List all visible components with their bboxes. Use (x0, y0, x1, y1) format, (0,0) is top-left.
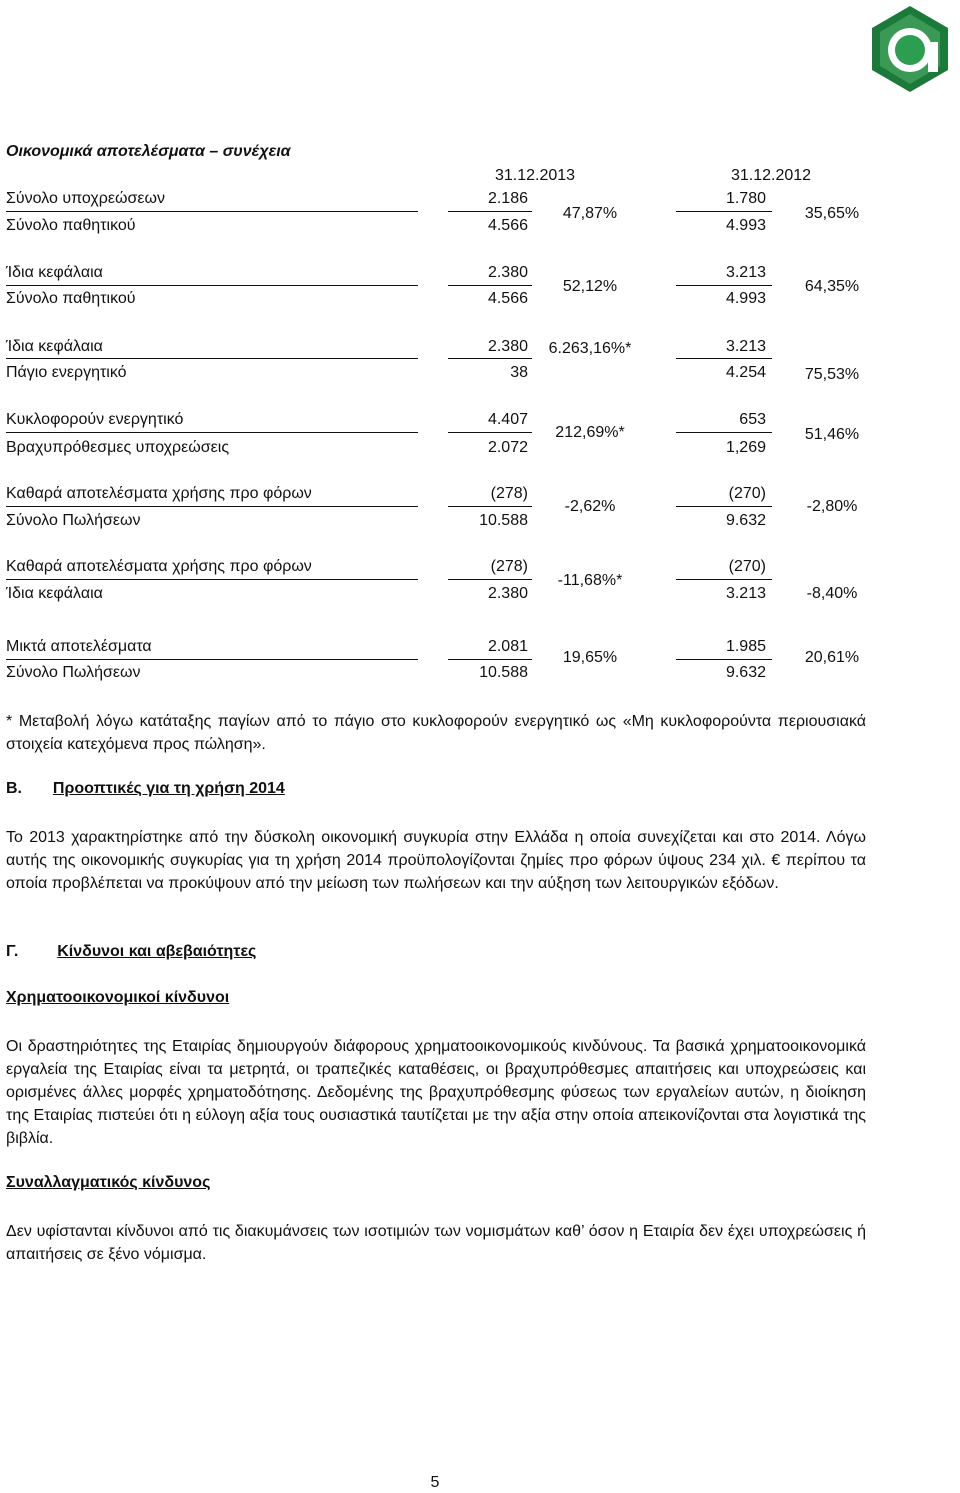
ratio-value-2012: 3.213 (725, 264, 766, 281)
divider (676, 432, 772, 433)
ratio-denominator-label: Σύνολο Πωλήσεων (6, 664, 141, 681)
fx-risk-heading (6, 1174, 210, 1192)
page-number: 5 (430, 1474, 440, 1491)
ratio-value-2013: 2.380 (487, 264, 528, 281)
column-header-2013: 31.12.2013 (494, 167, 576, 184)
ratio-value-2012: (270) (728, 485, 766, 502)
divider (448, 432, 532, 433)
divider (6, 285, 418, 286)
ratio-value-2013: 10.588 (479, 664, 528, 681)
ratio-numerator-label: Καθαρά αποτελέσματα χρήσης προ φόρων (6, 558, 312, 575)
divider (448, 358, 532, 359)
divider (676, 285, 772, 286)
ratio-percent-2012: 51,46% (804, 426, 860, 443)
ratio-value-2013: 4.566 (487, 290, 528, 307)
divider (6, 659, 418, 660)
ratio-percent-2013: -2,62% (564, 498, 616, 515)
ratio-value-2012: (270) (728, 558, 766, 575)
ratio-percent-2013: 47,87% (562, 205, 618, 222)
ratio-percent-2013: 19,65% (562, 649, 618, 666)
divider (676, 211, 772, 212)
ratio-denominator-label: Ίδια κεφάλαια (6, 585, 103, 602)
section-c-letter: Γ. (6, 943, 19, 960)
divider (448, 285, 532, 286)
fx-risk-title: Συναλλαγματικός κίνδυνος (6, 1174, 211, 1191)
company-logo (868, 4, 952, 94)
section-b-letter: Β. (6, 780, 22, 797)
financial-risk-heading (6, 989, 229, 1007)
ratio-value-2012: 3.213 (725, 338, 766, 355)
divider (448, 579, 532, 580)
ratio-value-2013: 2.081 (487, 638, 528, 655)
ratio-numerator-label: Μικτά αποτελέσματα (6, 638, 152, 655)
ratio-numerator-label: Καθαρά αποτελέσματα χρήσης προ φόρων (6, 485, 312, 502)
section-b-paragraph: Το 2013 χαρακτηρίστηκε από την δύσκολη οικονομική συγκυρία στην Ελλάδα η οποία συνεχίζεται και στο 2014. Λόγω αυτής της οικονομικής συγκυρίας για τη χρήση 2014 προϋπολογίζονται ζημίες προ φόρων ύψους 234 χιλ. € περίπου τα οποία προβλέπεται να προκύψουν από την μείωση των πωλήσεων και την αύξηση των λειτουργικών εξόδων. (6, 829, 866, 892)
fx-risk-paragraph: Δεν υφίστανται κίνδυνοι από τις διακυμάνσεις των ισοτιμιών των νομισμάτων καθ’ όσον η Εταιρία δεν έχει υποχρεώσεις ή απαιτήσεις σε ξένο νόμισμα. (6, 1223, 866, 1263)
ratio-numerator-label: Ίδια κεφάλαια (6, 338, 103, 355)
divider (6, 211, 418, 212)
ratio-value-2012: 9.632 (725, 512, 766, 529)
financial-risk-paragraph: Οι δραστηριότητες της Εταιρίας δημιουργούν διάφορους χρηματοοικονομικούς κινδύνους. Τα βασικά χρηματοοικονομικά εργαλεία της Εταιρίας είναι τα μετρητά, οι τραπεζικές καταθέσεις, οι βραχυπρόθεσμες απαιτήσεις και υποχρεώσεις και ορισμένες άλλες μορφές χρηματοδότησης. Δεδομένης της βραχυπρόθεσμης φύσεως των εργαλείων αυτών, η διοίκηση της Εταιρίας πιστεύει ότι η εύλογη αξία τους ουσιαστικά ταυτίζεται με την αξία στην οποία απεικονίζονται στα λογιστικά της βιβλία. (6, 1038, 866, 1147)
ratio-value-2013: (278) (490, 485, 528, 502)
column-header-2012: 31.12.2012 (730, 167, 812, 184)
ratio-percent-2013: 52,12% (562, 278, 618, 295)
ratio-value-2013: 4.566 (487, 217, 528, 234)
ratio-value-2013: 10.588 (479, 512, 528, 529)
footnote: * Μεταβολή λόγω κατάταξης παγίων από το πάγιο στο κυκλοφορούν ενεργητικό ως «Μη κυκλοφορούντα περιουσιακά στοιχεία κατεχόμενα προς πώληση». (6, 713, 866, 753)
divider (676, 659, 772, 660)
ratio-value-2012: 3.213 (725, 585, 766, 602)
ratio-percent-2012: 64,35% (804, 278, 860, 295)
ratio-denominator-label: Σύνολο παθητικού (6, 290, 136, 307)
ratio-percent-2012: -8,40% (806, 585, 858, 602)
ratio-denominator-label: Σύνολο Πωλήσεων (6, 512, 141, 529)
ratio-percent-2013: -11,68%* (557, 572, 623, 589)
ratio-value-2013: 2.380 (487, 585, 528, 602)
ratio-value-2012: 4.993 (725, 290, 766, 307)
ratio-denominator-label: Σύνολο παθητικού (6, 217, 136, 234)
divider (6, 432, 418, 433)
divider (676, 579, 772, 580)
ratio-numerator-label: Κυκλοφορούν ενεργητικό (6, 411, 184, 428)
divider (448, 506, 532, 507)
section-c-title: Κίνδυνοι και αβεβαιότητες (57, 943, 257, 960)
ratio-percent-2012: 20,61% (804, 649, 860, 666)
ratio-percent-2012: 35,65% (804, 205, 860, 222)
ratio-numerator-label: Σύνολο υποχρεώσεων (6, 190, 165, 207)
ratio-value-2012: 9.632 (725, 664, 766, 681)
section-title: Οικονομικά αποτελέσματα – συνέχεια (6, 143, 291, 160)
ratio-value-2012: 4.254 (725, 364, 766, 381)
ratio-value-2013: 2.072 (487, 439, 528, 456)
divider (6, 358, 418, 359)
ratio-denominator-label: Βραχυπρόθεσμες υποχρεώσεις (6, 439, 230, 456)
ratio-percent-2013: 212,69%* (555, 424, 625, 441)
section-c-heading (6, 943, 256, 961)
ratio-value-2013: 2.380 (487, 338, 528, 355)
ratio-percent-2012: 75,53% (804, 366, 860, 383)
section-b-heading (6, 780, 285, 798)
divider (676, 358, 772, 359)
ratio-value-2013: 38 (510, 364, 528, 381)
ratio-value-2012: 4.993 (725, 217, 766, 234)
ratio-percent-2013: 6.263,16%* (548, 340, 632, 357)
ratio-percent-2012: -2,80% (806, 498, 858, 515)
divider (676, 506, 772, 507)
divider (6, 579, 418, 580)
ratio-numerator-label: Ίδια κεφάλαια (6, 264, 103, 281)
ratio-value-2013: (278) (490, 558, 528, 575)
ratio-value-2013: 4.407 (487, 411, 528, 428)
ratio-value-2012: 653 (739, 411, 766, 428)
section-b-title: Προοπτικές για τη χρήση 2014 (52, 780, 285, 797)
ratio-denominator-label: Πάγιο ενεργητικό (6, 364, 127, 381)
ratio-value-2013: 2.186 (487, 190, 528, 207)
financial-risk-title: Χρηματοοικονομικοί κίνδυνοι (6, 989, 230, 1006)
ratio-value-2012: 1.780 (725, 190, 766, 207)
divider (448, 659, 532, 660)
ratio-value-2012: 1,269 (725, 439, 766, 456)
divider (448, 211, 532, 212)
divider (6, 506, 418, 507)
ratio-value-2012: 1.985 (725, 638, 766, 655)
